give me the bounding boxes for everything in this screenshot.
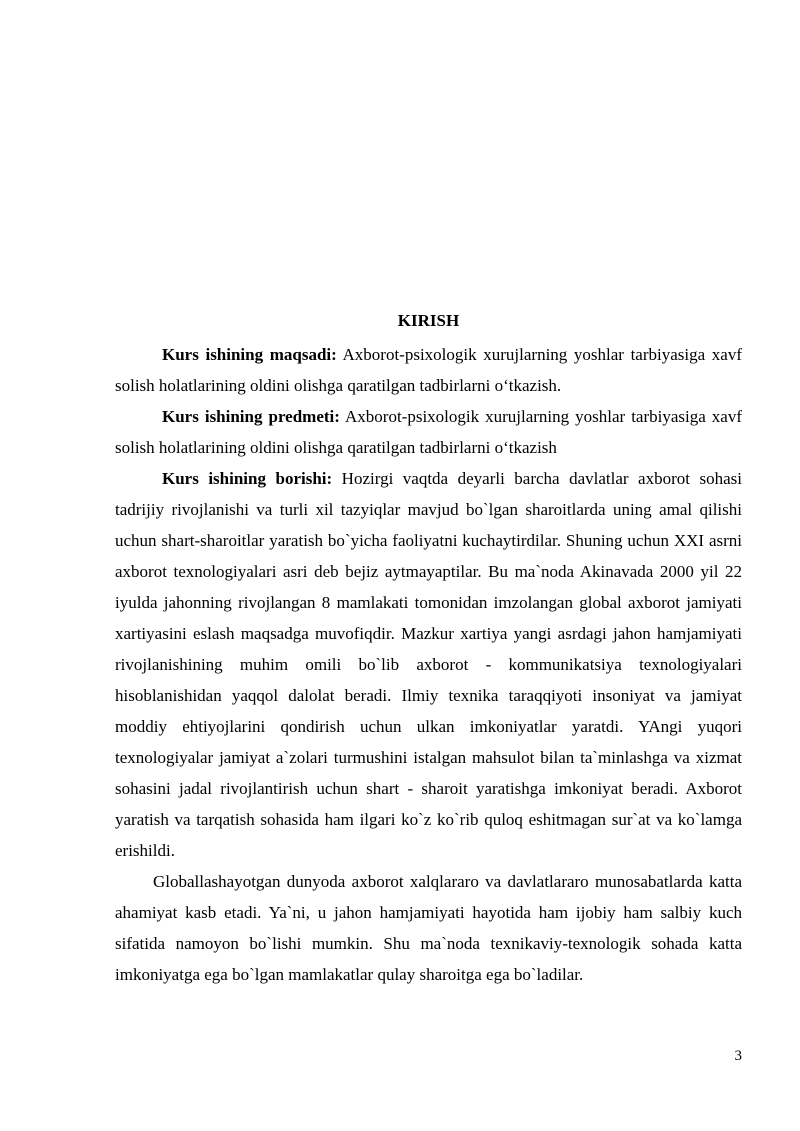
paragraph-text: Hozirgi vaqtda deyarli barcha davlatlar axborot sohasi tadrijiy rivojlanishi va turli xil tazyiqlar mavjud bo`lgan sharoitlarda uning amal qilishi uchun shart-sharoitlar yaratish bo`yicha faoliyatni kuchaytirdilar. Shuning uchun XXI asrni axborot texnologiyalari asri deb bejiz aytmayaptilar. Bu ma`noda Akinavada 2000 yil 22 iyulda jahonning rivojlangan 8 mamlakati tomonidan imzolangan global axborot jamiyati xartiyasini eslash maqsadga muvofiqdir. Mazkur xartiya yangi asrdagi jahon hamjamiyati rivojlanishining muhim omili bo`lib axborot - kommunikatsiya texnologiyalari hisoblanishidan yaqqol dalolat beradi. Ilmiy texnika taraqqiyoti insoniyat va jamiyat moddiy ehtiyojlarini qondirish uchun ulkan imkoniyatlar yaratdi. YAngi yuqori texnologiyalar jamiyat a`zolari turmushini istalgan mahsulot bilan ta`minlashga va xizmat sohasini jadal rivojlantirish uchun shart - sharoit yaratishga imkoniyat beradi. Axborot yaratish va tarqatish sohasida ham ilgari ko`z ko`rib quloq eshitmagan sur`at va ko`lamga erishildi. [115,469,742,860]
paragraph-text: Axborot-psixologik xurujlarning yoshlar tarbiyasiga xavf solish holatlarining oldini olishga qaratilgan tadbirlarni o‘tkazish [115,407,742,457]
body-text [115,339,742,990]
page-number: 3 [734,1048,742,1064]
paragraph-subject [115,401,742,463]
paragraph-goal [115,339,742,401]
section-heading: KIRISH [397,311,460,330]
paragraph-label: Kurs ishining predmeti: [162,407,340,426]
paragraph-label: Kurs ishining borishi: [162,469,333,488]
paragraph-label: Kurs ishining maqsadi: [162,345,337,364]
paragraph-progress [115,463,742,866]
paragraph-text: Globallashayotgan dunyoda axborot xalqlararo va davlatlararo munosabatlarda katta ahamiyat kasb etadi. Ya`ni, u jahon hamjamiyati hayotida ham ijobiy ham salbiy kuch sifatida namoyon bo`lishi mumkin. Shu ma`noda texnikaviy-texnologik sohada katta imkoniyatga ega bo`lgan mamlakatlar qulay sharoitga ega bo`ladilar. [115,872,742,984]
paragraph-globalization [115,866,742,990]
paragraph-text: Axborot-psixologik xurujlarning yoshlar tarbiyasiga xavf solish holatlarining oldini olishga qaratilgan tadbirlarni o‘tkazish. [115,345,743,395]
